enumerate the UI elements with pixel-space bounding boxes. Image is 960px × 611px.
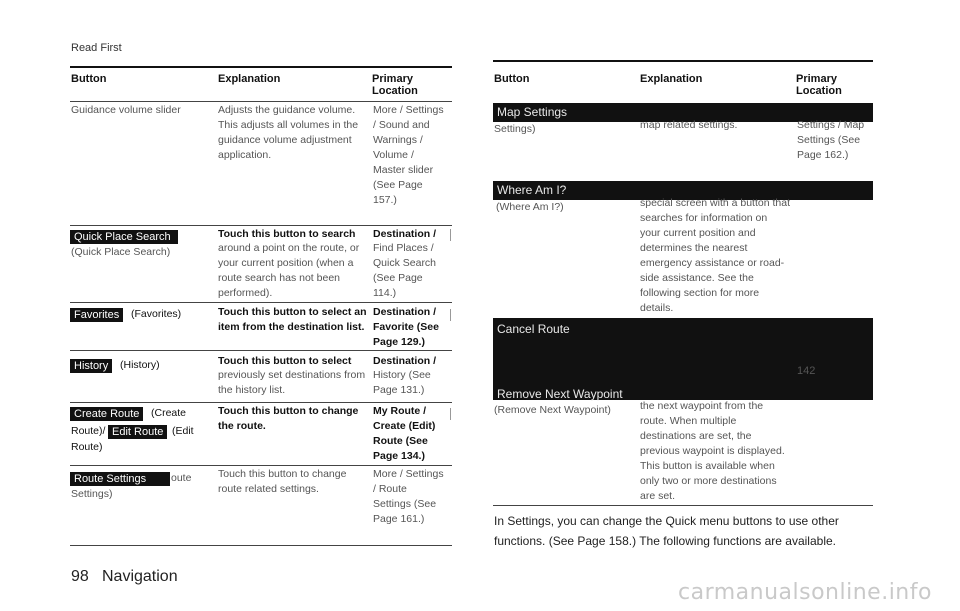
row-volume-button: Guidance volume slider bbox=[71, 104, 181, 116]
right-table-bottom-rule bbox=[493, 505, 873, 506]
history-loc-bold: Destination / bbox=[373, 355, 437, 367]
map-settings-explanation: map related settings. bbox=[640, 119, 738, 131]
create-route-caption-a: (Create bbox=[151, 407, 187, 419]
left-table-top-rule bbox=[70, 66, 452, 68]
where-am-i-explanation: special screen with a button that searches for information on your current position and determines the nearest emergency assistance or road-side assistance. See the following section for more details. bbox=[640, 197, 791, 314]
history-expl-bold: Touch this button to select bbox=[218, 355, 352, 367]
remove-waypoint-explanation: the next waypoint from the route. When multiple destinations are set, the previous waypoint is displayed. This button is available when only two or more destinations are set. bbox=[640, 400, 785, 502]
row-volume-explanation: Adjusts the guidance volume. This adjusts all volumes in the guidance volume adjustment application. bbox=[218, 104, 359, 161]
history-caption: (History) bbox=[120, 359, 160, 371]
map-settings-location: Settings / Map Settings (See Page 162.) bbox=[797, 119, 865, 161]
where-am-i-caption: (Where Am I?) bbox=[496, 201, 564, 213]
cancel-route-button[interactable]: Cancel Route bbox=[497, 322, 570, 336]
create-route-explanation: Touch this button to change the route. bbox=[218, 405, 359, 432]
quick-place-search-button[interactable]: Quick Place Search bbox=[70, 230, 178, 244]
stray-page-number: 142 bbox=[797, 365, 816, 377]
row-rule bbox=[70, 225, 452, 226]
left-col-header-button: Button bbox=[71, 73, 107, 85]
right-col-header-explanation: Explanation bbox=[640, 73, 703, 85]
right-col-header-button: Button bbox=[494, 73, 530, 85]
route-settings-button[interactable]: Route Settings bbox=[70, 472, 170, 486]
row-sep-mark bbox=[450, 408, 451, 420]
favorites-explanation: Touch this button to select an item from the destination list. bbox=[218, 306, 367, 333]
history-location: History (See Page 131.) bbox=[373, 369, 431, 396]
where-am-i-button[interactable]: Where Am I? bbox=[493, 181, 873, 200]
left-col-header-explanation: Explanation bbox=[218, 73, 281, 85]
route-settings-caption-b: Settings) bbox=[71, 488, 113, 500]
create-route-button[interactable]: Create Route bbox=[70, 407, 143, 421]
watermark: carmanualsonline.info bbox=[678, 580, 932, 605]
quick-place-search-location: Find Places / Quick Search (See Page 114.) bbox=[373, 242, 437, 299]
remove-next-waypoint-button[interactable]: Remove Next Waypoint bbox=[497, 387, 623, 401]
edit-route-caption-a: (Edit bbox=[172, 425, 194, 437]
left-table-bottom-rule bbox=[70, 545, 452, 546]
right-col-header-location: Primary Location bbox=[796, 73, 842, 97]
history-button[interactable]: History bbox=[70, 359, 112, 373]
quick-place-search-expl-bold: Touch this button to search bbox=[218, 228, 356, 240]
section-title: Navigation bbox=[102, 568, 178, 585]
map-settings-caption: Settings) bbox=[494, 123, 536, 135]
row-rule bbox=[70, 402, 452, 403]
route-settings-caption-a: oute bbox=[171, 472, 192, 484]
row-rule bbox=[70, 465, 452, 466]
right-table-top-rule bbox=[493, 60, 873, 62]
quick-place-search-explanation: around a point on the route, or your current position (when a route search has not been performed). bbox=[218, 242, 360, 299]
route-settings-explanation: Touch this button to change route related settings. bbox=[218, 468, 347, 495]
left-col-header-location: Primary Location bbox=[372, 73, 418, 97]
running-title: Read First bbox=[71, 42, 122, 54]
quick-place-search-caption: (Quick Place Search) bbox=[71, 246, 171, 258]
map-settings-button[interactable]: Map Settings bbox=[493, 103, 873, 122]
row-sep-mark bbox=[450, 229, 451, 241]
row-sep-mark bbox=[450, 309, 451, 321]
favorites-caption: (Favorites) bbox=[131, 308, 182, 320]
body-paragraph: In Settings, you can change the Quick menu buttons to use other functions. (See Page 158.) The following functions are available. bbox=[494, 514, 839, 548]
favorites-button[interactable]: Favorites bbox=[70, 308, 123, 322]
remove-waypoint-caption: (Remove Next Waypoint) bbox=[494, 404, 611, 416]
favorites-location: Destination / Favorite (See Page 129.) bbox=[373, 306, 439, 348]
history-explanation: previously set destinations from the history list. bbox=[218, 369, 366, 396]
create-route-location: My Route / Create (Edit) Route (See Page 134.) bbox=[373, 405, 436, 462]
edit-route-button[interactable]: Edit Route bbox=[108, 425, 167, 439]
quick-place-search-loc-bold: Destination / bbox=[373, 228, 437, 240]
route-settings-location: More / Settings / Route Settings (See Page 161.) bbox=[373, 468, 444, 525]
create-route-caption-b: Route)/ bbox=[71, 425, 106, 437]
page-number: 98 bbox=[71, 568, 89, 585]
row-volume-location: More / Settings / Sound and Warnings / Volume / Master slider (See Page 157.) bbox=[373, 104, 444, 206]
left-header-rule bbox=[70, 101, 452, 102]
edit-route-caption-b: Route) bbox=[71, 441, 103, 453]
row-rule bbox=[70, 302, 452, 303]
row-rule bbox=[70, 350, 452, 351]
